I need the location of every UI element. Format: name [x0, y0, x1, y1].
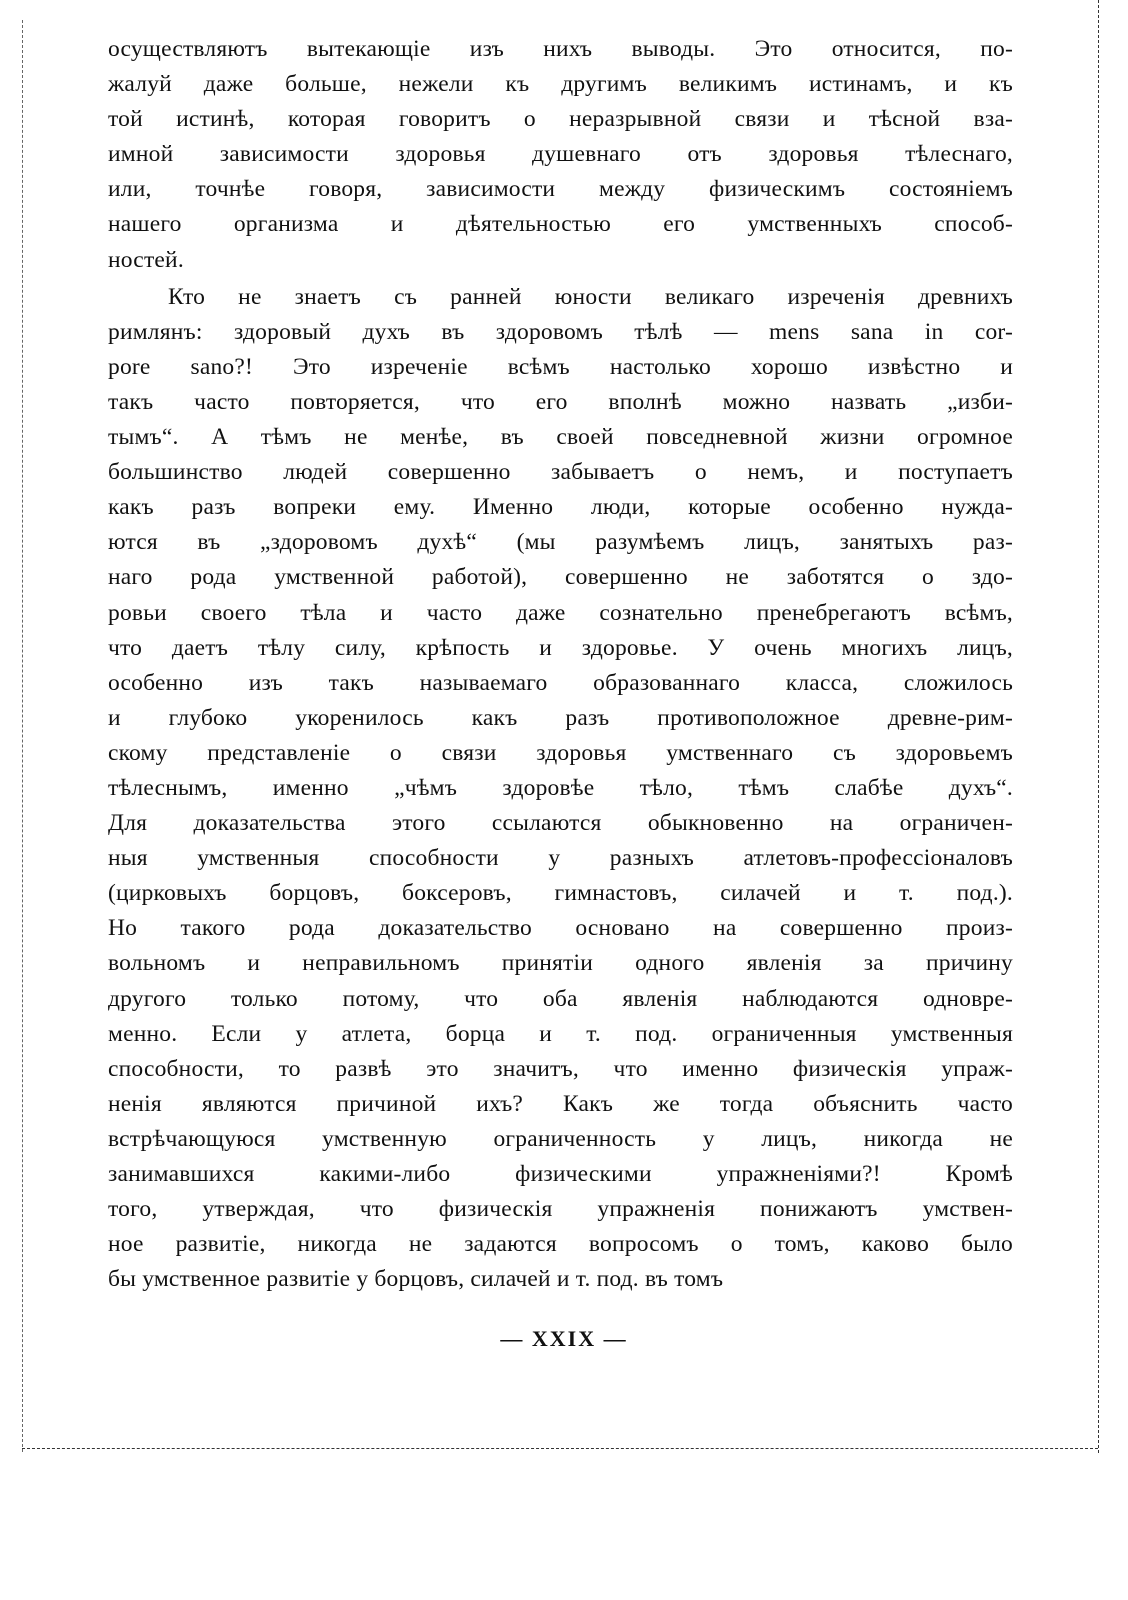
text-line: тымъ“. А тѣмъ не менѣе, въ своей повседневной жизни огромное [108, 424, 1013, 451]
text-line: Кто не знаетъ съ ранней юности великаго изреченія древнихъ [168, 283, 1013, 310]
scan-bottom-edge [22, 1448, 1098, 1449]
text-line: того, утверждая, что физическія упражненія понижаютъ умствен- [108, 1196, 1013, 1223]
text-line: римлянъ: здоровый духъ въ здоровомъ тѣлѣ — mens sana in cor- [108, 318, 1013, 345]
text-line: ненія являются причиной ихъ? Какъ же тогда объяснить часто [108, 1090, 1013, 1117]
text-line: ровьи своего тѣла и часто даже сознательно пренебрегаютъ всѣмъ, [108, 599, 1013, 626]
text-line: встрѣчающуюся умственную ограниченность у лицъ, никогда не [108, 1125, 1013, 1152]
text-line: занимавшихся какими-либо физическими упражненіями?! Кромѣ [108, 1161, 1013, 1187]
page-number: — XXIX — [500, 1326, 628, 1351]
text-line: или, точнѣе говоря, зависимости между физическимъ состояніемъ [108, 176, 1013, 203]
text-line: нашего организма и дѣятельностью его умственныхъ способ- [108, 211, 1013, 238]
scan-right-edge [1098, 0, 1099, 1453]
text-line: Для доказательства этого ссылаются обыкновенно на ограничен- [108, 810, 1013, 837]
text-line: pore sano?! Это изреченіе всѣмъ настолько хорошо извѣстно и [108, 353, 1013, 380]
text-line: той истинѣ, которая говоритъ о неразрывной связи и тѣсной вза- [108, 106, 1013, 133]
text-line: особенно изъ такъ называемаго образованнаго класса, сложилось [108, 669, 1013, 696]
text-line: осуществляютъ вытекающіе изъ нихъ выводы. Это относится, по- [108, 36, 1013, 62]
text-line: тѣлеснымъ, именно „чѣмъ здоровѣе тѣло, тѣмъ слабѣе духъ“. [108, 774, 1013, 801]
text-line: такъ часто повторяется, что его вполнѣ можно назвать „изби- [108, 388, 1013, 415]
text-line: имной зависимости здоровья душевнаго отъ здоровья тѣлеснаго, [108, 141, 1013, 168]
text-line: менно. Если у атлета, борца и т. под. ограниченныя умственныя [108, 1020, 1013, 1047]
paragraph [108, 280, 1013, 1298]
text-line: скому представленіе о связи здоровья умственнаго съ здоровьемъ [108, 739, 1013, 766]
text-line: вольномъ и неправильномъ принятіи одного явленія за причину [108, 950, 1013, 977]
scan-left-edge [22, 20, 23, 1452]
text-line: что даетъ тѣлу силу, крѣпость и здоровье. У очень многихъ лицъ, [108, 634, 1013, 661]
body-text [108, 32, 1013, 1297]
text-line: какъ разъ вопреки ему. Именно люди, которые особенно нужда- [108, 494, 1013, 521]
text-line: Но такого рода доказательство основано на совершенно произ- [108, 915, 1013, 942]
text-line: способности, то развѣ это значитъ, что именно физическія упраж- [108, 1055, 1013, 1082]
paragraph [108, 32, 1013, 278]
text-line: другого только потому, что оба явленія наблюдаются одновре- [108, 985, 1013, 1012]
text-line: ное развитіе, никогда не задаются вопросомъ о томъ, каково было [108, 1231, 1013, 1258]
text-line: ются въ „здоровомъ духѣ“ (мы разумѣемъ лицъ, занятыхъ раз- [108, 529, 1013, 556]
text-line: наго рода умственной работой), совершенно не заботятся о здо- [108, 564, 1013, 591]
text-line: и глубоко укоренилось какъ разъ противоположное древне-рим- [108, 704, 1013, 731]
text-line: жалуй даже больше, нежели къ другимъ великимъ истинамъ, и къ [108, 71, 1013, 98]
text-line: большинство людей совершенно забываетъ о немъ, и поступаетъ [108, 459, 1013, 486]
text-line: ностей. [108, 246, 184, 273]
text-line: бы умственное развитіе у борцовъ, силачей и т. под. въ томъ [108, 1266, 724, 1293]
text-line: ныя умственныя способности у разныхъ атлетовъ-профессіоналовъ [108, 845, 1013, 872]
text-line: (цирковыхъ борцовъ, боксеровъ, гимнастовъ, силачей и т. под.). [108, 880, 1013, 907]
